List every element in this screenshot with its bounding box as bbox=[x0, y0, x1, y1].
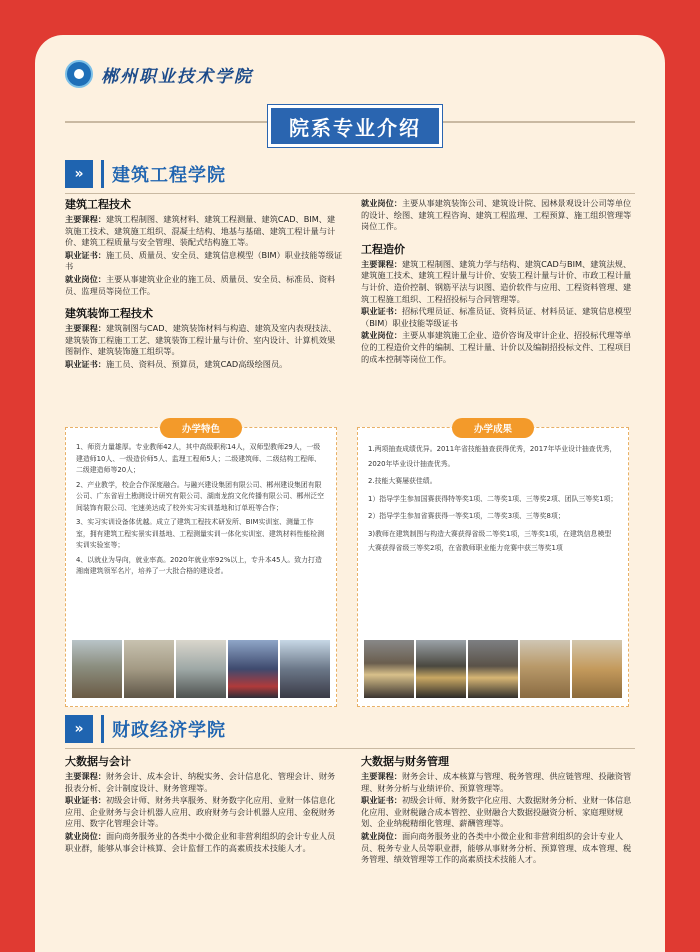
major-jobs: 就业岗位：主要从事建筑施工企业、造价咨询及审计企业、招投标代理等单位的工程造价文件的编制、工程计量、计价以及编制招投标文件、工程项目的成本控制等岗位工作。 bbox=[361, 330, 632, 364]
section-title: 财政经济学院 bbox=[112, 720, 226, 741]
achievements-panel bbox=[357, 424, 629, 707]
features-tag: 办学特色 bbox=[160, 418, 242, 438]
achievement-item: 1）指导学生参加国赛获得特等奖1项、二等奖1项、三等奖2项、团队三等奖1项； bbox=[368, 494, 618, 503]
major-certificates: 职业证书：施工员、质量员、安全员、建筑信息模型（BIM）职业技能等级证书 bbox=[65, 249, 343, 272]
photo bbox=[520, 640, 570, 698]
major-title: 建筑装饰工程技术 bbox=[65, 307, 153, 321]
major-courses: 主要课程：建筑制图与CAD、建筑装饰材料与构造、建筑及室内表现技法、建筑装饰工程施工工艺、建筑装饰工程计量与计价、室内设计、计算机效果图制作、建筑装饰施工组织等。 bbox=[65, 323, 337, 357]
feature-item: 1、师资力量雄厚。专业教师42人，其中高级职称14人，双师型教师29人，一级建造师10人、一级造价师5人、监理工程师5人；二级建筑师、二级结构工程师、二级建造师等20人； bbox=[76, 443, 321, 474]
section-bar bbox=[101, 715, 104, 743]
feature-item: 2、产业教学，校企合作深度融合。与融兴建设集团有限公司、郴州建设集团有限公司、广东省岩土勘测设计研究有限公司、湖南龙韵文化传播有限公司、郴州泛空间装饰有限公司、宅速美达成了校外实习实训基地和订单班等合作； bbox=[76, 480, 325, 512]
section-divider bbox=[65, 193, 635, 194]
major-certificates: 职业证书：初级会计师、财务共享服务、财务数字化应用、业财一体信息化应用、企业财务与会计机器人应用、政府财务与会计机器人应用、金税财务应用、数字化管理会计等。 bbox=[65, 795, 336, 829]
major-courses: 主要课程：建筑工程制图、建筑力学与结构、建筑CAD与BIM、建筑法规、建筑施工技术、建筑工程计量与计价、安装工程计量与计价、市政工程计量与计价、造价控制、钢筋平法与识图、造价软件与应用、工程资料管理、建筑工程施工组织、工程招投标与合同管理等。 bbox=[361, 258, 632, 304]
major-jobs: 就业岗位：面向商务服务业的各类中小微企业和非营利组织的会计专业人员、税务专业人员等职业群，能够从事财务分析、预算管理、成本管理、税务管理、绩效管理等工作的高素质技术技能人才。 bbox=[361, 830, 632, 865]
section-header-architecture bbox=[65, 160, 226, 188]
major-courses: 主要课程：财务会计、成本核算与管理、税务管理、供应链管理、投融资管理、财务分析与业绩评价、预算管理等。 bbox=[361, 771, 632, 793]
school-name: 郴州职业技术学院 bbox=[101, 66, 253, 87]
major-certificates: 职业证书：招标代理员证、标准员证、资料员证、材料员证、建筑信息模型（BIM）职业技能等级证书 bbox=[361, 306, 632, 328]
achievement-item: 2.技能大赛屡获佳绩。 bbox=[368, 477, 437, 485]
achievements-list bbox=[368, 442, 618, 556]
major-jobs: 就业岗位：面向商务服务业的各类中小微企业和非营利组织的会计专业人员职业群，能够从事会计核算、会计监督工作的高素质技术技能人才。 bbox=[65, 830, 336, 853]
section-divider bbox=[65, 748, 635, 749]
section2-left-column bbox=[65, 755, 343, 855]
section1-left-column bbox=[65, 198, 343, 372]
major-title: 大数据与财务管理 bbox=[361, 755, 449, 768]
double-chevron-right-icon: » bbox=[65, 715, 93, 743]
achievements-photo-strip bbox=[364, 640, 622, 698]
major-certificates: 职业证书：施工员、资料员、预算员，建筑CAD高级绘图员。 bbox=[65, 358, 288, 369]
feature-item: 3、实习实训设备体优越。成立了建筑工程技术研发所、BIM实训室、测量工作室，拥有建筑工程实景实训基地、工程测量实训一体化实训室、建筑材料性能检测实训实验室等； bbox=[76, 518, 325, 549]
achievement-item: 1.两项抽查成绩优异。2011年省技能抽查获得优秀，2017年毕业设计抽查优秀，2020年毕业设计抽查优秀。 bbox=[368, 445, 617, 468]
major-jobs: 就业岗位：主要从事建筑业企业的施工员、质量员、安全员、标准员、资料员、监理员等岗位工作。 bbox=[65, 273, 336, 296]
achievement-item: 2）指导学生参加省赛获得一等奖1项，二等奖3项、三等奖8项； bbox=[368, 512, 565, 520]
photo bbox=[416, 640, 466, 698]
section2-right-column bbox=[361, 755, 635, 867]
photo bbox=[228, 640, 278, 698]
page-title: 院系专业介绍 bbox=[268, 105, 442, 147]
major-certificates: 职业证书：初级会计师、财务数字化应用、大数据财务分析、业财一体信息化应用、业财税融合成本管控、业财融合大数据投融资分析、家庭理财规划、企业纳税精细化管理、薪酬管理等。 bbox=[361, 795, 632, 829]
school-logo bbox=[65, 60, 253, 88]
major-courses: 主要课程：建筑工程制图、建筑材料、建筑工程测量、建筑CAD、BIM、建筑施工技术、建筑施工组织、混凝土结构、地基与基础、建筑工程计量与计价、建筑工程质量与安全管理、装配式结构施工等。 bbox=[65, 214, 336, 248]
photo bbox=[364, 640, 414, 698]
features-list bbox=[76, 442, 326, 578]
features-photo-strip bbox=[72, 640, 330, 698]
photo bbox=[468, 640, 518, 698]
photo bbox=[176, 640, 226, 698]
major-jobs: 就业岗位：主要从事建筑装饰公司、建筑设计院、园林景观设计公司等单位的设计、绘图、建筑工程咨询、建筑工程监理、工程预算、施工组织管理等岗位工作。 bbox=[361, 198, 632, 232]
achievements-tag: 办学成果 bbox=[452, 418, 534, 438]
section1-right-column bbox=[361, 198, 635, 366]
photo bbox=[572, 640, 622, 698]
features-panel bbox=[65, 424, 337, 707]
achievement-item: 3)教师在建筑制图与构造大赛获得省级二等奖1项，三等奖1项，在建筑信息模型大赛获得省级三等奖2项，在省教师职业能力竞赛中获三等奖1项 bbox=[368, 529, 612, 552]
photo bbox=[72, 640, 122, 698]
major-title: 建筑工程技术 bbox=[65, 198, 131, 211]
major-title: 工程造价 bbox=[361, 242, 405, 256]
major-courses: 主要课程：财务会计、成本会计、纳税实务、会计信息化、管理会计、财务报表分析、会计制度设计、财务管理等。 bbox=[65, 771, 336, 793]
content-card bbox=[35, 35, 665, 952]
section-title: 建筑工程学院 bbox=[112, 165, 226, 186]
photo bbox=[280, 640, 330, 698]
section-bar bbox=[101, 160, 104, 188]
section-header-finance bbox=[65, 715, 226, 743]
feature-item: 4、以就业为导向，就业率高。2020年就业率92%以上，专升本45人。致力打造湘南建筑领军名片，培养了一大批合格的建设者。 bbox=[76, 555, 322, 575]
major-title: 大数据与会计 bbox=[65, 755, 131, 768]
school-emblem-icon bbox=[65, 60, 93, 88]
photo bbox=[124, 640, 174, 698]
double-chevron-right-icon: » bbox=[65, 160, 93, 188]
